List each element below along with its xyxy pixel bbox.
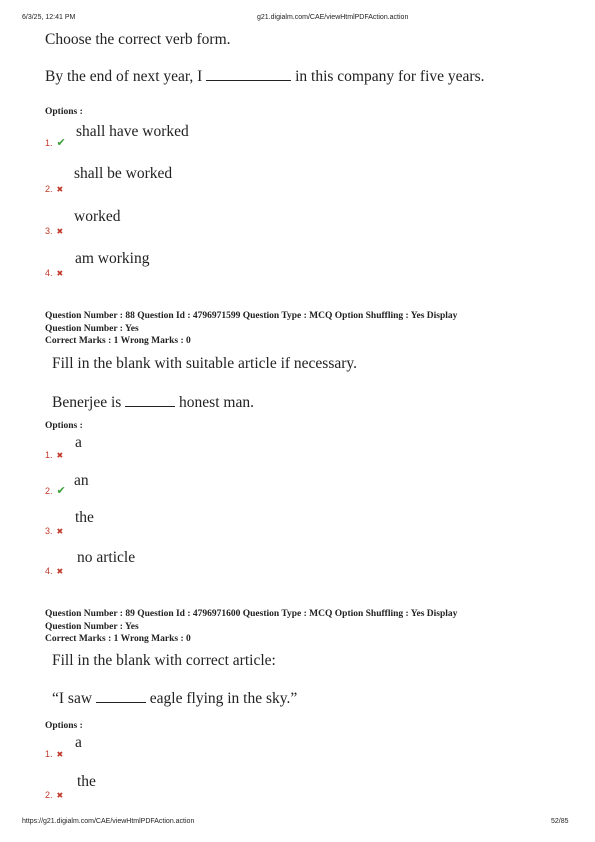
question-meta — [45, 608, 457, 646]
question-instruction: Fill in the blank with correct article: — [52, 652, 276, 669]
option-4 — [45, 561, 63, 579]
answer-blank — [96, 701, 146, 703]
sentence-start: “I saw — [52, 690, 93, 707]
question-meta-line: Question Number : Yes — [45, 323, 139, 334]
option-number: 4. — [45, 566, 53, 576]
cross-icon: ✖ — [56, 567, 64, 576]
page-number: 52/85 — [551, 818, 569, 825]
question-meta — [45, 310, 457, 348]
answer-blank — [125, 405, 175, 407]
answer-blank — [206, 79, 291, 81]
option-number: 1. — [45, 749, 53, 759]
question-meta-line: Question Number : 88 Question Id : 4796971599 Question Type : MCQ Option Shuffling : Yes Display — [45, 311, 458, 321]
option-1 — [45, 445, 63, 463]
option-text: an — [74, 472, 89, 489]
question-sentence — [52, 394, 254, 412]
question-meta-line: Question Number : 89 Question Id : 4796971600 Question Type : MCQ Option Shuffling : Yes Display — [45, 609, 458, 619]
option-number: 2. — [45, 486, 53, 496]
option-text: shall have worked — [76, 123, 189, 140]
option-3 — [45, 521, 63, 539]
option-text: shall be worked — [74, 165, 173, 182]
check-icon: ✔ — [56, 136, 66, 149]
option-number: 4. — [45, 268, 53, 278]
question-sentence — [52, 690, 297, 708]
option-number: 1. — [45, 138, 53, 148]
options-label: Options : — [45, 421, 83, 431]
sentence-start: Benerjee is — [52, 394, 122, 411]
option-3 — [45, 221, 63, 239]
option-text: a — [75, 434, 82, 451]
option-text: the — [77, 773, 96, 790]
cross-icon: ✖ — [56, 750, 64, 759]
options-label: Options : — [45, 721, 83, 731]
marks-line: Correct Marks : 1 Wrong Marks : 0 — [45, 336, 191, 346]
option-number: 3. — [45, 226, 53, 236]
cross-icon: ✖ — [56, 527, 64, 536]
print-datetime: 6/3/25, 12:41 PM — [22, 14, 76, 21]
option-number: 1. — [45, 450, 53, 460]
option-2 — [45, 481, 66, 499]
cross-icon: ✖ — [56, 269, 64, 278]
option-2 — [45, 179, 63, 197]
option-number: 2. — [45, 790, 53, 800]
option-4 — [45, 263, 63, 281]
sentence-end: honest man. — [179, 394, 254, 411]
question-meta-line: Question Number : Yes — [45, 621, 139, 632]
cross-icon: ✖ — [56, 451, 64, 460]
option-number: 3. — [45, 526, 53, 536]
question-sentence — [45, 68, 484, 86]
question-instruction: Choose the correct verb form. — [45, 31, 231, 48]
print-url: g21.digialm.com/CAE/viewHtmlPDFAction.action — [257, 14, 409, 21]
footer-url: https://g21.digialm.com/CAE/viewHtmlPDFAction.action — [22, 818, 195, 825]
cross-icon: ✖ — [56, 185, 64, 194]
option-1 — [45, 744, 63, 762]
option-text: the — [75, 509, 94, 526]
check-icon: ✔ — [56, 484, 66, 497]
option-1 — [45, 133, 66, 151]
option-text: a — [75, 734, 82, 751]
option-text: worked — [74, 208, 121, 225]
option-2 — [45, 785, 63, 803]
sentence-end: eagle flying in the sky.” — [149, 690, 298, 707]
cross-icon: ✖ — [56, 227, 64, 236]
option-text: no article — [77, 549, 136, 566]
question-instruction: Fill in the blank with suitable article if necessary. — [52, 355, 358, 372]
marks-line: Correct Marks : 1 Wrong Marks : 0 — [45, 634, 191, 644]
option-text: am working — [75, 250, 150, 267]
sentence-end: in this company for five years. — [295, 68, 485, 85]
sentence-start: By the end of next year, I — [45, 68, 203, 85]
cross-icon: ✖ — [56, 791, 64, 800]
option-number: 2. — [45, 184, 53, 194]
options-label: Options : — [45, 107, 83, 117]
